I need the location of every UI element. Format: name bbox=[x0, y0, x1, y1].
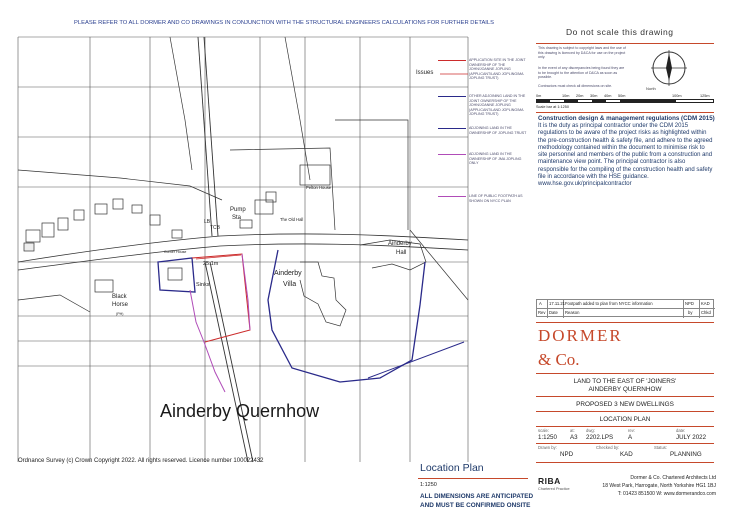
map-label-pump: Pump bbox=[230, 207, 246, 213]
scale-field-label: scale: bbox=[538, 428, 549, 433]
revision-header-rev: Rev bbox=[538, 310, 546, 315]
scale-field-value: 1:1250 bbox=[538, 434, 557, 441]
rev-field-label: rev: bbox=[628, 428, 635, 433]
map-label-dimension: 25.1m bbox=[203, 261, 219, 267]
application-site-boundary bbox=[192, 254, 250, 342]
date-field-label: date: bbox=[676, 428, 686, 433]
at-field-label: at: bbox=[570, 428, 575, 433]
scale-bar-caption: Scale bar at 1:1250 bbox=[536, 105, 569, 109]
map-label-tcb: TCB bbox=[210, 225, 220, 231]
project-line-2: AINDERBY QUERNHOW bbox=[588, 386, 662, 393]
firm-logo-line-1: DORMER bbox=[538, 326, 623, 345]
legend bbox=[438, 58, 528, 208]
legend-swatch-jopling-trust bbox=[438, 128, 466, 129]
location-plan-box bbox=[418, 462, 534, 512]
dwg-field-label: dwg: bbox=[586, 428, 595, 433]
scale-label-20: 20m bbox=[576, 94, 584, 98]
drawn-by-label: Drawn by: bbox=[538, 445, 557, 450]
map-label-ainderby-villa-2: Villa bbox=[283, 281, 297, 288]
revision-header-reason: Reason bbox=[565, 310, 580, 315]
header-note: PLEASE REFER TO ALL DORMER AND CO DRAWINGS IN CONJUNCTION WITH THE STRUCTURAL ENGINEERS CALCULATIONS FOR FURTHER DETAILS bbox=[74, 20, 495, 26]
legend-swatch-application-site bbox=[438, 60, 466, 61]
legend-swatch-jma-jopling bbox=[438, 154, 466, 155]
at-field-value: A3 bbox=[570, 434, 578, 441]
cdm-body: It is the duty as principal contractor under the CDM 2015 regulations to be aware of the project risks as highlighted within the pre-construction health & safety file, and adhere to the agreed methodology contained within the document to minimise risk to site personnel and members of the public from a construction and maintenance view point. The principal contractor is also responsible for the compiling of the construction health and safety file in accordance with the HSE guidance. www.hse.gov.uk/principalcontractor bbox=[538, 123, 713, 188]
map-label-ainderby-hall-1: Ainderby bbox=[388, 241, 412, 247]
map-label-lb: LB bbox=[204, 219, 211, 225]
title-block bbox=[536, 20, 718, 510]
revision-reason: Footpath added to plan from NYCC information bbox=[565, 301, 653, 306]
map-label-ainderby-villa-1: Ainderby bbox=[274, 270, 302, 277]
legend-text-jma-jopling: ADJOINING LAND IN THE OWNERSHIP OF JMA JOPLING ONLY bbox=[469, 152, 522, 165]
status-value: PLANNING bbox=[670, 451, 702, 458]
legend-swatch-other-adjoining bbox=[438, 96, 466, 97]
revision-header-date: Date bbox=[549, 310, 558, 315]
rev-field-value: A bbox=[628, 434, 633, 441]
address-line-1: Dormer & Co. Chartered Architects Ltd bbox=[630, 475, 716, 481]
scale-label-40: 40m bbox=[604, 94, 612, 98]
location-plan-scale: 1:1250 bbox=[420, 482, 437, 488]
revision-header-chkd: Chkd bbox=[701, 310, 711, 315]
riba-logo: RIBA bbox=[538, 476, 561, 486]
riba-chartered-practice: Chartered Practice bbox=[538, 487, 570, 491]
copyright-note-2: In the event of any discrepancies being found they are to be brought to the attention of D&CA as soon as possible. bbox=[538, 66, 625, 79]
drawn-by-value: NPD bbox=[560, 451, 574, 458]
scale-label-0: 0m bbox=[536, 94, 542, 98]
location-plan-title: Location Plan bbox=[420, 462, 484, 474]
os-copyright: Ordnance Survey (c) Crown Copyright 2022. All rights reserved. Licence number 100022432 bbox=[18, 458, 264, 464]
map-label-sta: Sta bbox=[232, 215, 242, 221]
revision-checked: KAD bbox=[701, 301, 710, 306]
address-line-3: T: 01423 851500 W: www.dormerandco.com bbox=[617, 491, 716, 497]
status-label: Status: bbox=[654, 445, 668, 450]
map-label-ph: (PH) bbox=[116, 312, 124, 316]
map-label-sinks: Sinks bbox=[196, 282, 210, 288]
north-label: North bbox=[646, 86, 656, 91]
map-label-pelton-house: Pelton House bbox=[306, 185, 332, 190]
map-label-old-hall: The Old Hall bbox=[280, 217, 304, 222]
checked-by-label: Checked by: bbox=[596, 445, 620, 450]
date-field-value: JULY 2022 bbox=[676, 434, 707, 441]
village-name: Ainderby Quernhow bbox=[160, 401, 320, 421]
revision-drawn: NPD bbox=[685, 301, 694, 306]
checked-by-value: KAD bbox=[620, 451, 633, 458]
legend-text-application-site: APPLICATION SITE IN THE JOINT OWNERSHIP OF THE JOHN/JOANNE JOPLING (APPLICANT/LAND JOPLING/MA JOPLING TRUST) bbox=[469, 58, 526, 80]
map-label-issues: Issues bbox=[416, 70, 434, 76]
do-not-scale-notice: Do not scale this drawing bbox=[566, 27, 674, 37]
project-line-1: LAND TO THE EAST OF 'JOINERS' bbox=[573, 378, 677, 385]
drawing-title: LOCATION PLAN bbox=[599, 416, 651, 423]
scale-label-30: 30m bbox=[590, 94, 598, 98]
location-plan-note-1: ALL DIMENSIONS ARE ANTICIPATED bbox=[420, 493, 534, 500]
map-label-horse: Horse bbox=[112, 302, 129, 308]
legend-text-jopling-trust: ADJOINING LAND IN THE OWNERSHIP OF JOPLING TRUST bbox=[469, 126, 527, 135]
firm-logo-line-2: & Co. bbox=[538, 350, 580, 369]
revision-header-by: by bbox=[688, 310, 693, 315]
location-plan-note-2: AND MUST BE CONFIRMED ONSITE bbox=[420, 502, 531, 509]
railway-line bbox=[198, 37, 253, 462]
scale-label-125: 125m bbox=[700, 94, 710, 98]
map-label-corner-house: Corner House bbox=[164, 250, 187, 254]
legend-text-footpath: LINE OF PUBLIC FOOTPATH AS SHOWN ON NYCC PLAN bbox=[469, 194, 523, 203]
legend-text-other-adjoining: OTHER ADJOINING LAND IN THE JOINT OWNERSHIP OF THE JOHN/JOANNE JOPLING (APPLICANT/LAND JOPLING/MA JOPLING TRUST) bbox=[469, 94, 526, 116]
public-footpath-line bbox=[190, 254, 250, 392]
cdm-title: Construction design & management regulations (CDM 2015) bbox=[538, 115, 715, 122]
scale-label-100: 100m bbox=[672, 94, 682, 98]
scale-label-50: 50m bbox=[618, 94, 626, 98]
copyright-note-3: Contractors must check all dimensions on site. bbox=[538, 84, 613, 88]
copyright-note-1: This drawing is subject to copyright laws and the use of this drawing is licenced by D&CA for use on the project only. bbox=[538, 46, 626, 59]
map-label-black: Black bbox=[112, 294, 127, 300]
field-boundaries bbox=[18, 37, 468, 312]
revision-date: 17.11.21 bbox=[549, 301, 565, 306]
scale-label-10: 10m bbox=[562, 94, 570, 98]
revision-table bbox=[536, 299, 714, 317]
dwg-field-value: 2202.LPS bbox=[586, 434, 614, 441]
north-arrow-icon bbox=[648, 47, 690, 89]
map-label-ainderby-hall-2: Hall bbox=[396, 250, 407, 256]
address-line-2: 18 West Park, Harrogate, North Yorkshire HG1 1BJ bbox=[602, 483, 716, 489]
legend-swatch-footpath bbox=[438, 196, 466, 197]
revision-rev: A bbox=[539, 301, 542, 306]
project-description: PROPOSED 3 NEW DWELLINGS bbox=[576, 401, 674, 408]
